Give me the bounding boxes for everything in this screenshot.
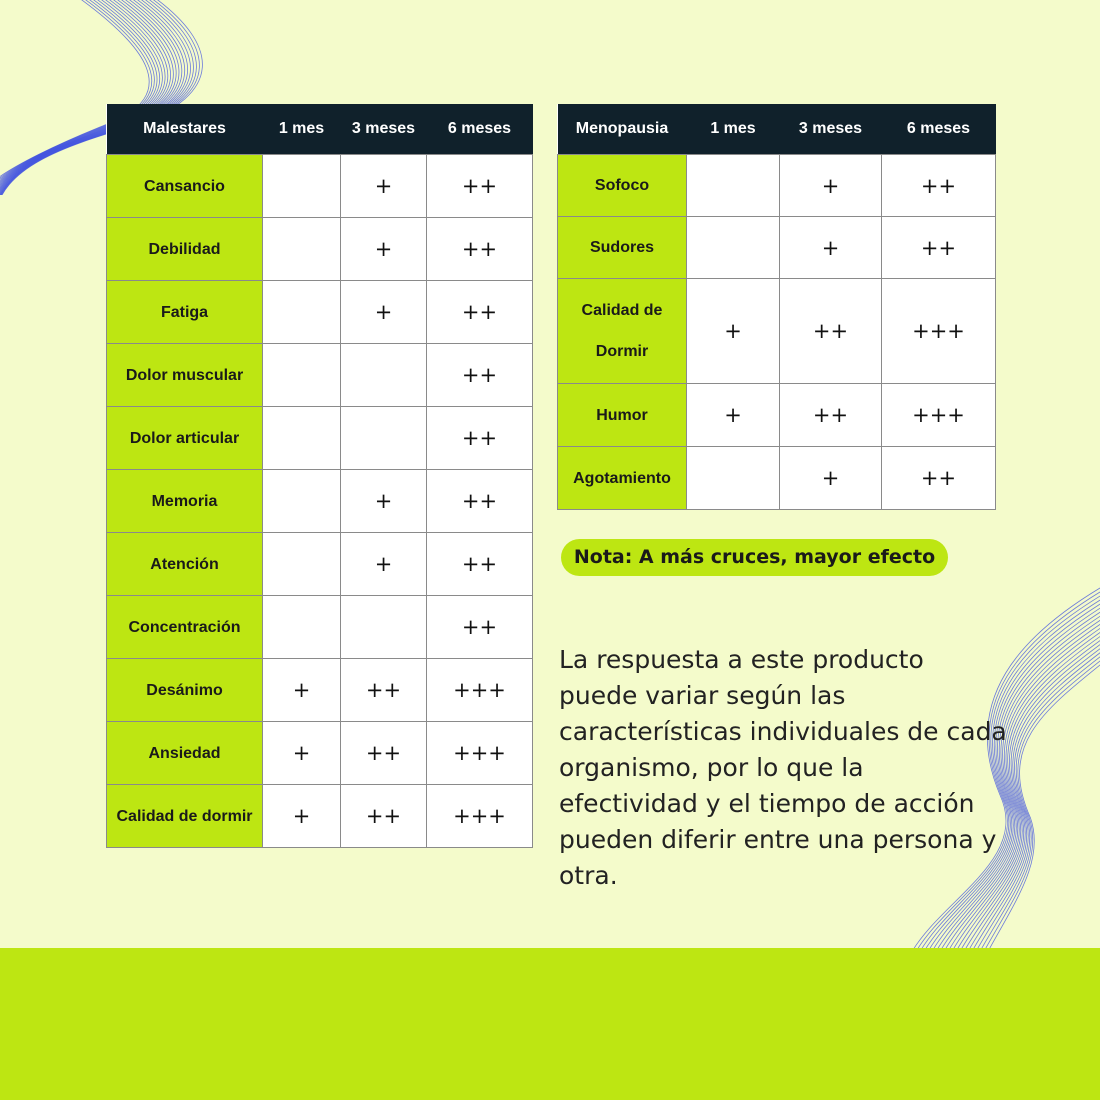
row-label: Concentración (107, 596, 263, 659)
effect-cell: ++ (341, 722, 427, 785)
effect-cell: ++ (882, 447, 996, 510)
row-label: Sofoco (558, 155, 687, 217)
effect-cell: ++ (427, 344, 533, 407)
table-row (558, 384, 996, 447)
effect-cell: + (780, 155, 882, 217)
row-label: Fatiga (107, 281, 263, 344)
effect-cell: ++ (882, 217, 996, 279)
effect-cell (687, 155, 780, 217)
table-row (107, 155, 533, 218)
effect-cell: ++ (341, 659, 427, 722)
effect-cell (687, 217, 780, 279)
effect-cell: + (780, 447, 882, 510)
table-row (107, 785, 533, 848)
row-label: Dolor articular (107, 407, 263, 470)
effect-cell: + (687, 384, 780, 447)
effect-cell: +++ (427, 659, 533, 722)
effect-cell: ++ (427, 218, 533, 281)
malestares-table (106, 104, 533, 848)
row-label: Agotamiento (558, 447, 687, 510)
effect-cell: + (263, 659, 341, 722)
effect-cell: + (341, 470, 427, 533)
row-label: Calidad de dormir (107, 785, 263, 848)
effect-cell: +++ (882, 279, 996, 384)
row-label: Memoria (107, 470, 263, 533)
effect-cell: + (341, 281, 427, 344)
effect-cell: + (780, 217, 882, 279)
column-header: 6 meses (427, 104, 533, 155)
table-row (107, 218, 533, 281)
effect-cell: ++ (427, 533, 533, 596)
effect-cell: +++ (427, 722, 533, 785)
table-header-row (107, 104, 533, 155)
effect-cell: ++ (427, 407, 533, 470)
table-row (107, 470, 533, 533)
table-row (107, 344, 533, 407)
table-row (558, 217, 996, 279)
column-header: 1 mes (263, 104, 341, 155)
effect-cell (263, 407, 341, 470)
effect-cell (263, 596, 341, 659)
footer-band (0, 948, 1100, 1100)
row-label: Ansiedad (107, 722, 263, 785)
legend-note: Nota: A más cruces, mayor efecto (561, 539, 948, 576)
effect-cell: ++ (341, 785, 427, 848)
effect-cell (263, 344, 341, 407)
effect-cell: ++ (427, 470, 533, 533)
effect-cell: ++ (780, 384, 882, 447)
effect-cell: ++ (882, 155, 996, 217)
effect-cell: + (263, 785, 341, 848)
disclaimer-text: La respuesta a este producto puede variar según las características individuales de cada organismo, por lo que la efectividad y el tiempo de acción pueden diferir entre una persona y otra. (559, 645, 1007, 890)
effect-cell: + (687, 279, 780, 384)
effect-cell (263, 218, 341, 281)
effect-cell: ++ (427, 155, 533, 218)
effect-cell (263, 155, 341, 218)
effect-cell (687, 447, 780, 510)
table-row (107, 659, 533, 722)
column-header: Menopausia (558, 104, 687, 155)
effect-cell: ++ (427, 596, 533, 659)
effect-cell (263, 533, 341, 596)
table-row (558, 279, 996, 384)
row-label: Atención (107, 533, 263, 596)
column-header: 3 meses (341, 104, 427, 155)
menopausia-table (557, 104, 996, 510)
effect-cell: + (341, 155, 427, 218)
row-label: Calidad de Dormir (558, 279, 687, 384)
effect-cell: + (263, 722, 341, 785)
effect-cell: + (341, 533, 427, 596)
row-label: Dolor muscular (107, 344, 263, 407)
table-row (107, 533, 533, 596)
row-label: Desánimo (107, 659, 263, 722)
table-row (107, 596, 533, 659)
effect-cell (263, 281, 341, 344)
effect-cell (341, 596, 427, 659)
column-header: 1 mes (687, 104, 780, 155)
column-header: Malestares (107, 104, 263, 155)
effect-cell (263, 470, 341, 533)
table-header-row (558, 104, 996, 155)
effect-cell: +++ (882, 384, 996, 447)
table-row (558, 447, 996, 510)
row-label: Sudores (558, 217, 687, 279)
row-label: Humor (558, 384, 687, 447)
row-label: Debilidad (107, 218, 263, 281)
table-row (107, 722, 533, 785)
effect-cell: ++ (427, 281, 533, 344)
effect-cell: ++ (780, 279, 882, 384)
column-header: 6 meses (882, 104, 996, 155)
table-row (107, 407, 533, 470)
effect-cell: + (341, 218, 427, 281)
table-row (558, 155, 996, 217)
effect-cell (341, 407, 427, 470)
row-label: Cansancio (107, 155, 263, 218)
effect-cell (341, 344, 427, 407)
table-row (107, 281, 533, 344)
effect-cell: +++ (427, 785, 533, 848)
column-header: 3 meses (780, 104, 882, 155)
